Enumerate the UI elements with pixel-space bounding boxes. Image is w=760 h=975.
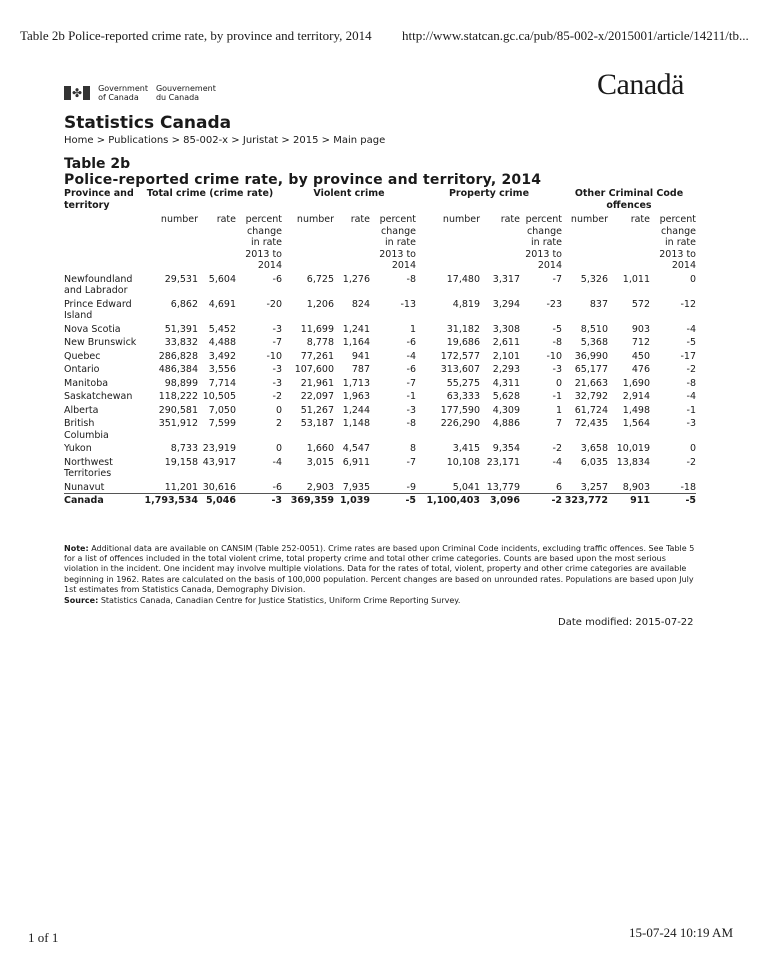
table-label: Table 2b xyxy=(64,156,131,172)
table-cell: 5,326 xyxy=(580,273,608,285)
table-cell: 8,733 xyxy=(170,443,198,454)
table-cell: 369,359 xyxy=(282,494,334,507)
province-name: Prince Edward Island xyxy=(64,298,132,321)
table-cell: 4,309 xyxy=(492,404,520,416)
site-title[interactable]: Statistics Canada xyxy=(64,113,232,133)
table-cell: 11,201 xyxy=(164,481,198,493)
table-cell: -10 xyxy=(266,350,282,362)
table-cell: 98,899 xyxy=(164,377,198,389)
province-name: Quebec xyxy=(64,350,101,362)
table-cell: -4 xyxy=(686,323,696,335)
table-cell: 3,257 xyxy=(580,481,608,493)
province-name: Nova Scotia xyxy=(64,323,121,335)
table-cell: -5 xyxy=(686,337,696,348)
table-cell: 53,187 xyxy=(300,418,334,429)
table-cell: 911 xyxy=(608,494,650,507)
table-cell: 2,903 xyxy=(306,481,334,493)
table-cell: 1,498 xyxy=(622,404,650,416)
table-cell: 21,663 xyxy=(574,377,608,389)
breadcrumb-home[interactable]: Home xyxy=(64,135,94,146)
table-row xyxy=(64,416,696,441)
table-cell: -2 xyxy=(686,456,696,468)
table-cell: 10,108 xyxy=(446,456,480,468)
table-cell: 17,480 xyxy=(446,273,480,285)
table-cell: 3,556 xyxy=(208,364,236,375)
table-cell: 3,015 xyxy=(306,456,334,468)
sub-number: number xyxy=(296,214,334,225)
province-name: Canada xyxy=(64,494,138,507)
sub-pct: percent change in rate 2013 to 2014 xyxy=(245,214,282,271)
breadcrumb-publications[interactable]: Publications xyxy=(108,135,169,146)
table-cell: -5 xyxy=(552,323,562,335)
table-cell: 5,046 xyxy=(198,494,236,507)
table-cell: 19,686 xyxy=(446,337,480,348)
table-cell: 7,050 xyxy=(208,404,236,416)
table-cell: -8 xyxy=(406,418,416,429)
table-cell: -3 xyxy=(686,418,696,429)
table-cell: 351,912 xyxy=(158,418,198,429)
table-cell: 0 xyxy=(275,443,282,454)
table-cell: 1,963 xyxy=(342,391,370,402)
table-cell: 1,564 xyxy=(622,418,650,429)
province-name: Newfoundland and Labrador xyxy=(64,273,133,296)
sub-rate: rate xyxy=(630,214,650,225)
table-cell: -7 xyxy=(406,377,416,389)
table-cell: 323,772 xyxy=(562,494,608,507)
table-cell: 0 xyxy=(689,273,696,285)
table-cell: 7,935 xyxy=(342,481,370,493)
sub-number: number xyxy=(160,214,198,225)
table-row xyxy=(64,362,696,376)
table-cell: -1 xyxy=(686,404,696,416)
table-cell: -6 xyxy=(272,273,282,285)
table-cell: 6 xyxy=(555,481,562,493)
table-cell: 22,097 xyxy=(300,391,334,402)
table-cell: 7,714 xyxy=(208,377,236,389)
subheader-row xyxy=(64,211,696,272)
table-cell: 77,261 xyxy=(300,350,334,362)
table-cell: 23,171 xyxy=(486,456,520,468)
table-cell: 290,581 xyxy=(158,404,198,416)
table-cell: 6,725 xyxy=(306,273,334,285)
table-note: Note: Additional data are available on CANSIM (Table 252-0051). Crime rates are based upon Criminal Code incidents, excluding traffic offences. See Table 5 for a list of offences included in the total violent crime, total property crime and total other crime categories. Counts are based upon the most serious violation in the incident. One incident may involve multiple violations. Data for the rates of total, violent, property and other crime categories are available beginning in 1962. Rates are calculated on the basis of 100,000 population. Percent changes are based on unrounded rates. Populations are based upon July 1st estimates from Statistics Canada, Demography Division. xyxy=(64,544,695,594)
table-cell: 1,690 xyxy=(622,377,650,389)
table-cell: 72,435 xyxy=(574,418,608,429)
table-cell: 13,834 xyxy=(616,456,650,468)
table-row xyxy=(64,376,696,390)
group-total-crime: Total crime (crime rate) xyxy=(146,188,274,199)
table-cell: 6,035 xyxy=(580,456,608,468)
table-row xyxy=(64,272,696,297)
date-modified: Date modified: 2015-07-22 xyxy=(558,617,694,628)
table-cell: 1,244 xyxy=(342,404,370,416)
table-cell: 4,886 xyxy=(492,418,520,429)
table-cell: -10 xyxy=(546,350,562,362)
table-cell: 1 xyxy=(409,323,416,335)
table-cell: 51,267 xyxy=(300,404,334,416)
table-cell: 941 xyxy=(351,350,370,362)
table-cell: 1,241 xyxy=(342,323,370,335)
sub-pct: percent change in rate 2013 to 2014 xyxy=(525,214,562,271)
table-cell: -1 xyxy=(552,391,562,402)
table-cell: 2,101 xyxy=(492,350,520,362)
table-cell: -4 xyxy=(272,456,282,468)
table-row xyxy=(64,455,696,480)
table-cell: 0 xyxy=(689,443,696,454)
table-cell: 7 xyxy=(555,418,562,429)
table-cell: 55,275 xyxy=(446,377,480,389)
print-header-title: Table 2b Police-reported crime rate, by province and territory, 2014 xyxy=(20,28,372,43)
table-cell: 1,011 xyxy=(622,273,650,285)
sub-pct: percent change in rate 2013 to 2014 xyxy=(659,214,696,271)
sub-pct: percent change in rate 2013 to 2014 xyxy=(379,214,416,271)
table-cell: 4,488 xyxy=(208,337,236,348)
sub-number: number xyxy=(570,214,608,225)
group-other-criminal-code: Other Criminal Code offences xyxy=(574,188,684,211)
province-name: Alberta xyxy=(64,404,99,416)
table-cell: -7 xyxy=(272,337,282,348)
table-cell: 23,919 xyxy=(202,443,236,454)
table-cell: -3 xyxy=(552,364,562,375)
table-cell: -4 xyxy=(686,391,696,402)
province-name: Nunavut xyxy=(64,481,105,493)
table-cell: 1,206 xyxy=(306,298,334,310)
table-row xyxy=(64,335,696,349)
table-cell: -3 xyxy=(236,494,282,507)
table-cell: 13,779 xyxy=(486,481,520,493)
table-cell: 3,317 xyxy=(492,273,520,285)
table-cell: 32,792 xyxy=(574,391,608,402)
table-cell: -12 xyxy=(680,298,696,310)
table-cell: 63,333 xyxy=(446,391,480,402)
table-cell: 61,724 xyxy=(574,404,608,416)
table-cell: 3,294 xyxy=(492,298,520,310)
table-cell: 1,164 xyxy=(342,337,370,348)
table-cell: 21,961 xyxy=(300,377,334,389)
table-cell: -3 xyxy=(272,364,282,375)
table-cell: -3 xyxy=(272,377,282,389)
table-cell: -3 xyxy=(272,323,282,335)
table-cell: 226,290 xyxy=(440,418,480,429)
col-province: Province and territory xyxy=(64,188,134,211)
table-cell: 177,590 xyxy=(440,404,480,416)
table-cell: 286,828 xyxy=(158,350,198,362)
sub-rate: rate xyxy=(350,214,370,225)
table-cell: 5,041 xyxy=(452,481,480,493)
table-cell: -2 xyxy=(686,364,696,375)
table-cell: 8,778 xyxy=(306,337,334,348)
table-cell: 5,452 xyxy=(208,323,236,335)
table-cell: 1,793,534 xyxy=(138,494,198,507)
table-cell: -2 xyxy=(552,443,562,454)
table-cell: 4,311 xyxy=(492,377,520,389)
table-row xyxy=(64,297,696,322)
province-name: Ontario xyxy=(64,364,100,375)
table-cell: 10,019 xyxy=(616,443,650,454)
table-cell: 2,611 xyxy=(492,337,520,348)
table-row xyxy=(64,322,696,336)
gov-en: Government of Canada xyxy=(98,84,148,102)
table-cell: 4,819 xyxy=(452,298,480,310)
gov-fr: Gouvernement du Canada xyxy=(155,84,216,102)
table-cell: 4,547 xyxy=(342,443,370,454)
government-signature[interactable] xyxy=(64,84,216,102)
table-cell: 9,354 xyxy=(492,443,520,454)
table-cell: 1 xyxy=(555,404,562,416)
table-cell: 1,276 xyxy=(342,273,370,285)
table-title: Police-reported crime rate, by province and territory, 2014 xyxy=(64,172,542,188)
table-cell: 1,660 xyxy=(306,443,334,454)
table-cell: 172,577 xyxy=(440,350,480,362)
province-name: Yukon xyxy=(64,443,92,454)
table-cell: 118,222 xyxy=(158,391,198,402)
table-row xyxy=(64,349,696,363)
table-cell: 572 xyxy=(631,298,650,310)
table-cell: 8,903 xyxy=(622,481,650,493)
table-cell: -8 xyxy=(406,273,416,285)
group-violent-crime: Violent crime xyxy=(313,188,385,199)
table-cell: 11,699 xyxy=(300,323,334,335)
table-cell: 107,600 xyxy=(294,364,334,375)
table-cell: 1,100,403 xyxy=(416,494,480,507)
table-cell: 0 xyxy=(555,377,562,389)
table-cell: 3,492 xyxy=(208,350,236,362)
table-cell: 31,182 xyxy=(446,323,480,335)
table-cell: 837 xyxy=(589,298,608,310)
table-cell: 65,177 xyxy=(574,364,608,375)
print-header-url[interactable]: http://www.statcan.gc.ca/pub/85-002-x/2015001/article/14211/tb... xyxy=(402,28,749,43)
breadcrumb: Home > Publications > 85-002-x > Juristat > 2015 > Main page xyxy=(64,135,386,146)
table-cell: 1,039 xyxy=(334,494,370,507)
table-cell: 824 xyxy=(351,298,370,310)
sub-number: number xyxy=(442,214,480,225)
canada-flag-icon: ✤ xyxy=(64,86,90,100)
table-cell: 33,832 xyxy=(164,337,198,348)
table-source: Source: Statistics Canada, Canadian Centre for Justice Statistics, Uniform Crime Reporting Survey. xyxy=(64,596,461,605)
table-cell: -18 xyxy=(680,481,696,493)
table-cell: 486,384 xyxy=(158,364,198,375)
sub-rate: rate xyxy=(216,214,236,225)
table-cell: -2 xyxy=(520,494,562,507)
canada-wordmark: Canadä xyxy=(597,68,684,101)
table-cell: -7 xyxy=(552,273,562,285)
table-cell: -7 xyxy=(406,456,416,468)
table-cell: -6 xyxy=(406,364,416,375)
table-cell: -2 xyxy=(272,391,282,402)
table-cell: -9 xyxy=(406,481,416,493)
province-name: New Brunswick xyxy=(64,337,137,348)
table-cell: -5 xyxy=(650,494,696,507)
table-cell: 7,599 xyxy=(208,418,236,429)
table-cell: 0 xyxy=(275,404,282,416)
breadcrumb-85-002-x[interactable]: 85-002-x xyxy=(183,135,229,146)
table-cell: -3 xyxy=(406,404,416,416)
breadcrumb-juristat[interactable]: Juristat xyxy=(242,135,279,146)
table-cell: -8 xyxy=(552,337,562,348)
table-cell: -23 xyxy=(546,298,562,310)
table-cell: 43,917 xyxy=(202,456,236,468)
table-cell: 6,911 xyxy=(342,456,370,468)
province-name: Northwest Territories xyxy=(64,456,113,479)
table-cell: 903 xyxy=(631,323,650,335)
table-cell: 19,158 xyxy=(164,456,198,468)
table-cell: 5,628 xyxy=(492,391,520,402)
table-cell: -20 xyxy=(266,298,282,310)
table-cell: 2,293 xyxy=(492,364,520,375)
table-cell: 1,713 xyxy=(342,377,370,389)
province-name: Manitoba xyxy=(64,377,109,389)
table-cell: 5,604 xyxy=(208,273,236,285)
table-cell: -8 xyxy=(686,377,696,389)
table-row xyxy=(64,441,696,455)
table-cell: 8,510 xyxy=(580,323,608,335)
table-cell: 5,368 xyxy=(580,337,608,348)
table-cell: 6,862 xyxy=(170,298,198,310)
table-cell: 3,096 xyxy=(480,494,520,507)
table-row xyxy=(64,480,696,494)
table-cell: 1,148 xyxy=(342,418,370,429)
table-row-canada-total xyxy=(64,494,696,507)
table-cell: 313,607 xyxy=(440,364,480,375)
table-cell: -4 xyxy=(406,350,416,362)
table-cell: 3,658 xyxy=(580,443,608,454)
table-cell: 4,691 xyxy=(208,298,236,310)
print-footer-timestamp: 15-07-24 10:19 AM xyxy=(629,925,733,940)
table-cell: 712 xyxy=(631,337,650,348)
table-cell: 476 xyxy=(631,364,650,375)
table-cell: 29,531 xyxy=(164,273,198,285)
table-cell: -6 xyxy=(272,481,282,493)
table-row xyxy=(64,389,696,403)
table-cell: 30,616 xyxy=(202,481,236,493)
group-property-crime: Property crime xyxy=(448,188,530,199)
table-row xyxy=(64,403,696,417)
breadcrumb-2015[interactable]: 2015 xyxy=(293,135,319,146)
table-cell: 2 xyxy=(275,418,282,429)
table-cell: -5 xyxy=(370,494,416,507)
table-cell: 3,415 xyxy=(452,443,480,454)
table-cell: 51,391 xyxy=(164,323,198,335)
table-cell: 787 xyxy=(351,364,370,375)
sub-rate: rate xyxy=(500,214,520,225)
table-cell: 2,914 xyxy=(622,391,650,402)
table-cell: 8 xyxy=(409,443,416,454)
crime-rate-table xyxy=(64,188,696,507)
print-footer-page: 1 of 1 xyxy=(28,930,59,945)
table-cell: -1 xyxy=(406,391,416,402)
table-cell: 10,505 xyxy=(202,391,236,402)
table-cell: -6 xyxy=(406,337,416,348)
province-name: British Columbia xyxy=(64,418,109,441)
table-cell: 450 xyxy=(631,350,650,362)
breadcrumb-main-page: Main page xyxy=(333,135,386,146)
table-cell: 36,990 xyxy=(574,350,608,362)
province-name: Saskatchewan xyxy=(64,391,133,402)
table-cell: -17 xyxy=(680,350,696,362)
table-cell: -4 xyxy=(552,456,562,468)
table-cell: 3,308 xyxy=(492,323,520,335)
table-cell: -13 xyxy=(400,298,416,310)
